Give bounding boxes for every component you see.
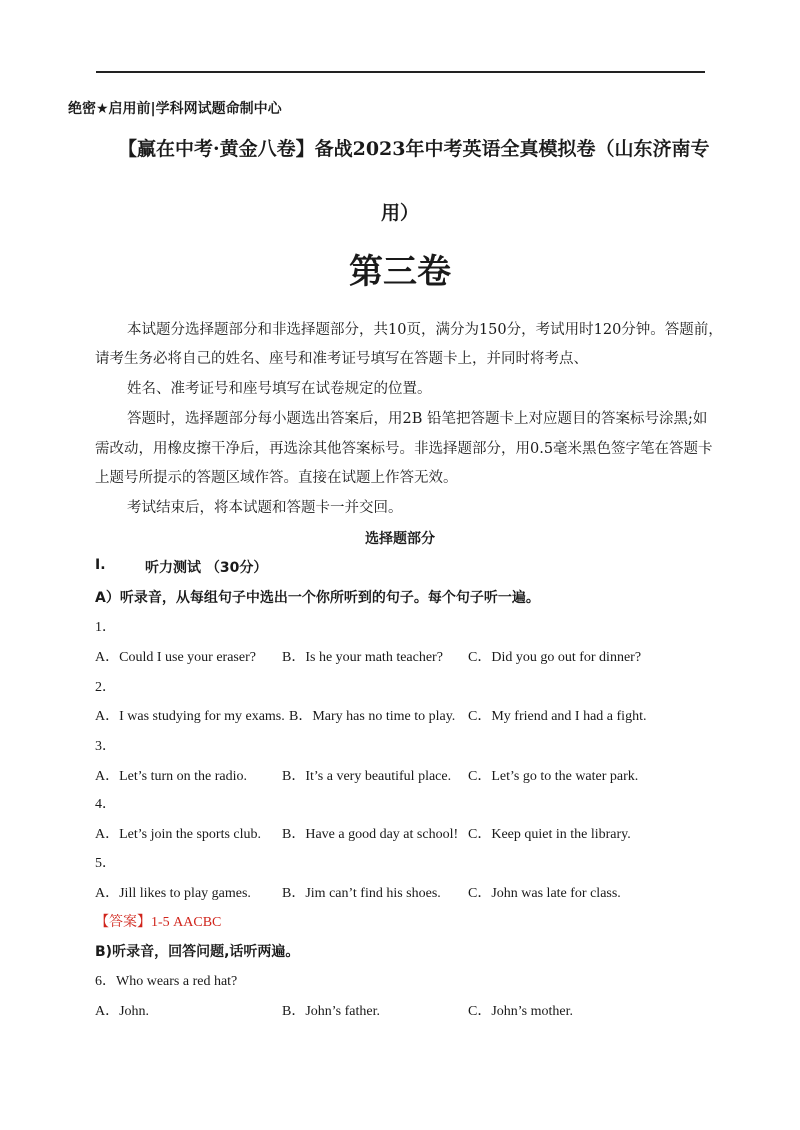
question-number: 3． [95,739,116,754]
question-text: 6．Who wears a red hat? [95,974,238,989]
answer-key: 【答案】1-5 AACBC [95,915,222,930]
section-title: 选择题部分 [365,531,435,547]
option-c: C．John’s mother. [468,1004,574,1019]
option-c: C．John was late for class. [468,886,621,901]
option-c: C．My friend and I had a fight. [468,709,647,724]
confidential-header: 绝密★启用前|学科网试题命制中心 [68,101,282,117]
option-a: A．Let’s join the sports club. [95,827,262,842]
question-number: 2． [95,680,116,695]
option-b: B．Have a good day at school! [282,827,459,842]
instruction-line: 请考生务必将自己的姓名、座号和准考证号填写在答题卡上，并同时将考点、 [95,351,588,367]
exam-title-line2: 用） [381,202,420,224]
part-number: I. [95,557,106,573]
option-c: C．Did you go out for dinner? [468,650,642,665]
option-a: A．Could I use your eraser? [95,650,256,665]
instruction-line: 上题号所提示的答题区域作答。直接在试题上作答无效。 [95,470,458,486]
exam-title-line1: 【赢在中考·黄金八卷】备战2023年中考英语全真模拟卷（山东济南专 [118,138,710,160]
volume-title: 第三卷 [349,252,451,292]
instruction-line: 考试结束后，将本试题和答题卡一并交回。 [127,500,403,516]
question-number: 1． [95,620,116,635]
instruction-line: 姓名、准考证号和座号填写在试卷规定的位置。 [127,381,432,397]
top-rule [96,71,705,73]
option-b: B．It’s a very beautiful place. [282,769,452,784]
option-b: B．Is he your math teacher? [282,650,443,665]
instruction-line: 答题时，选择题部分每小题选出答案后，用2B 铅笔把答题卡上对应题目的答案标号涂黑;如 [127,411,708,427]
part-b-title: B)听录音，回答问题,话听两遍。 [95,944,300,960]
option-a: A．I was studying for my exams. [95,709,285,724]
option-a: A．John. [95,1004,150,1019]
option-b: B．Jim can’t find his shoes. [282,886,441,901]
part-a-title: A）听录音，从每组句子中选出一个你所听到的句子。每个句子听一遍。 [95,590,540,606]
question-number: 4． [95,797,116,812]
option-a: A．Jill likes to play games. [95,886,251,901]
instruction-line: 本试题分选择题部分和非选择题部分，共10页，满分为150分，考试用时120分钟。答题前， [127,322,723,338]
option-a: A．Let’s turn on the radio. [95,769,248,784]
option-b: B．John’s father. [282,1004,380,1019]
question-number: 5． [95,856,116,871]
part-title: 听力测试 （30分） [145,560,268,576]
option-b: B．Mary has no time to play. [289,709,456,724]
instruction-line: 需改动，用橡皮擦干净后，再选涂其他答案标号。非选择题部分，用0.5毫米黑色签字笔在答题卡 [95,441,713,457]
option-c: C．Keep quiet in the library. [468,827,631,842]
option-c: C．Let’s go to the water park. [468,769,639,784]
